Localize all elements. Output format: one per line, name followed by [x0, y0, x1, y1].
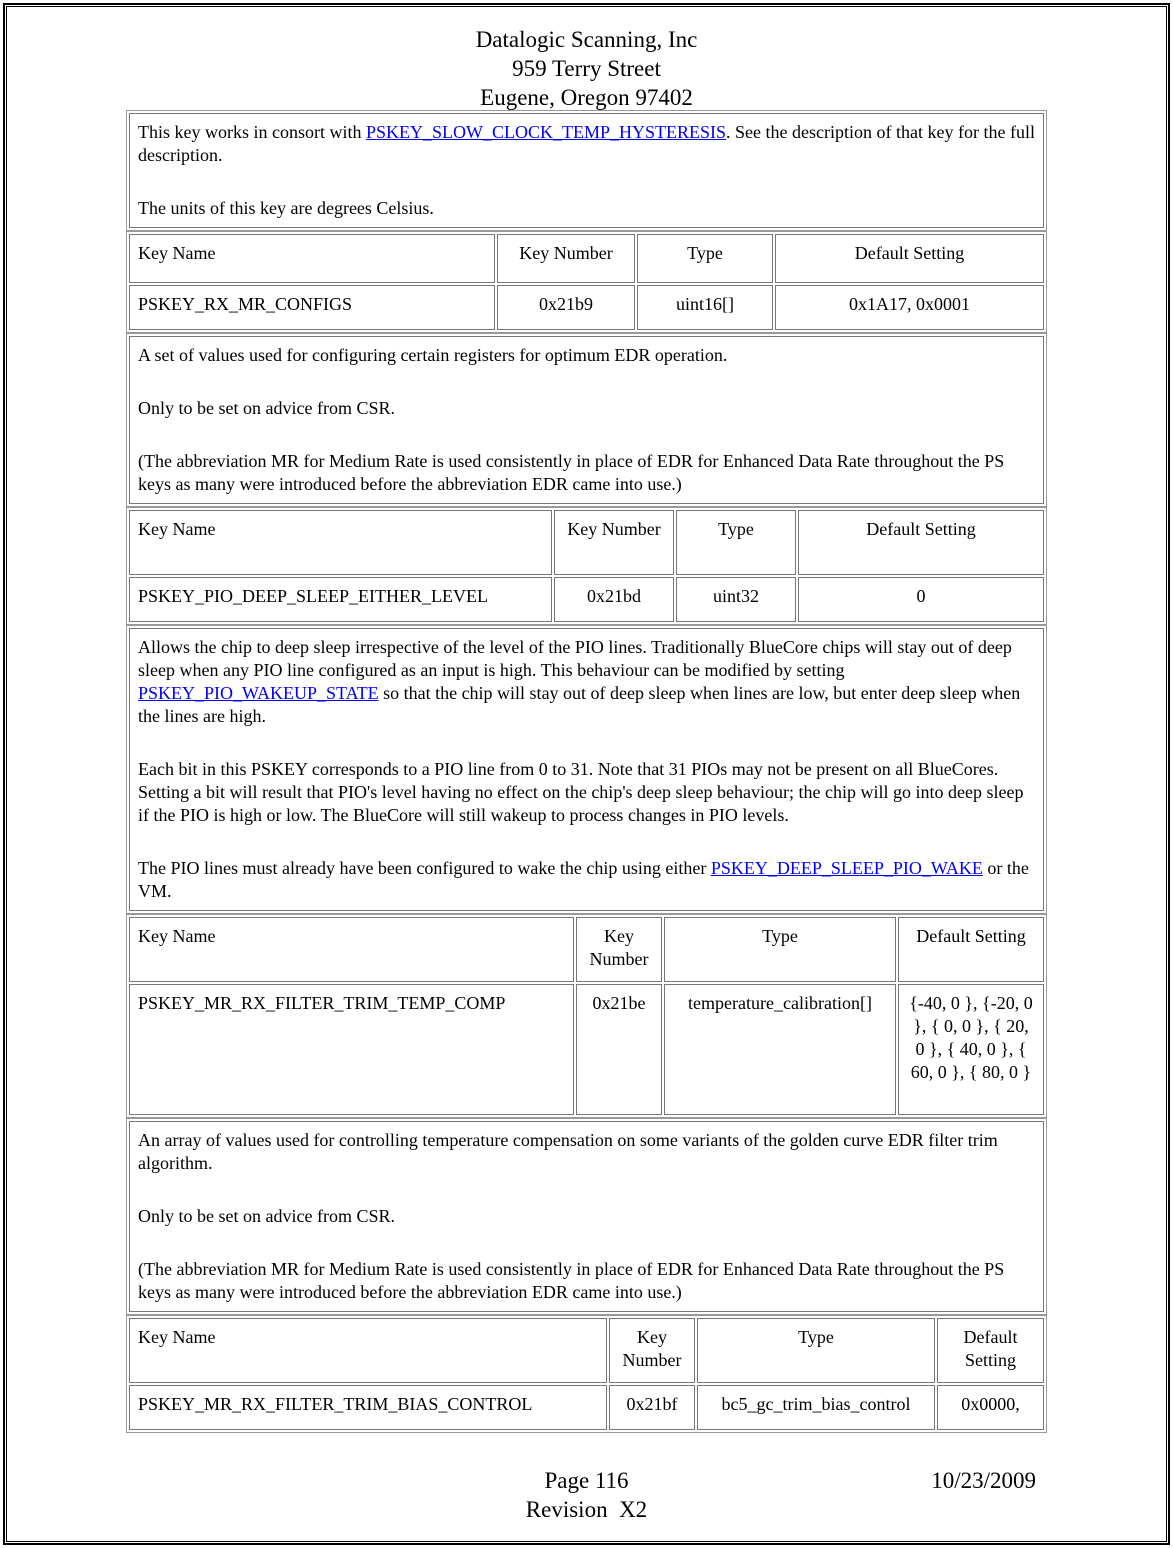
type-value: uint32	[676, 577, 796, 622]
key-number-value: 0x21bd	[554, 577, 674, 622]
col-type: Type	[697, 1318, 935, 1383]
intro-paragraph-2: The units of this key are degrees Celsius.	[138, 198, 434, 218]
col-type: Type	[664, 917, 896, 982]
col-key-name: Key Name	[129, 1318, 607, 1383]
description-paragraph: (The abbreviation MR for Medium Rate is used consistently in place of EDR for Enhanced Data Rate throughout the PS keys as many were introduced before the abbreviation EDR came into use.)	[138, 1259, 1005, 1302]
table-row	[129, 1385, 1044, 1430]
description-paragraph: (The abbreviation MR for Medium Rate is used consistently in place of EDR for Enhanced Data Rate throughout the PS keys as many were introduced before the abbreviation EDR came into use.)	[138, 451, 1005, 494]
footer-date: 10/23/2009	[931, 1468, 1036, 1493]
link-deep-sleep-pio-wake[interactable]: PSKEY_DEEP_SLEEP_PIO_WAKE	[710, 858, 983, 878]
description-paragraph: Each bit in this PSKEY corresponds to a PIO line from 0 to 31. Note that 31 PIOs may not be present on all BlueCores. Setting a bit will result that PIO's level having no effect on the chip's deep sleep behaviour; the chip will go into deep sleep if the PIO is high or low. The BlueCore will still wakeup to process changes in PIO levels.	[138, 759, 1024, 825]
key-description-cell	[129, 1121, 1044, 1312]
link-pio-wakeup-state[interactable]: PSKEY_PIO_WAKEUP_STATE	[138, 683, 379, 703]
key-table-rx-mr-configs	[126, 231, 1047, 333]
key-table-mr-rx-filter-trim-temp-comp	[126, 914, 1047, 1118]
key-table-mr-rx-filter-trim-bias-control	[126, 1315, 1047, 1433]
col-key-name: Key Name	[129, 510, 552, 575]
key-name-value: PSKEY_MR_RX_FILTER_TRIM_TEMP_COMP	[129, 984, 574, 1115]
type-value: temperature_calibration[]	[664, 984, 896, 1115]
default-setting-value: 0	[798, 577, 1044, 622]
col-key-name: Key Name	[129, 234, 495, 283]
key-description-rx-mr-configs	[126, 333, 1047, 507]
col-key-number: Key Number	[609, 1318, 695, 1383]
key-name-value: PSKEY_MR_RX_FILTER_TRIM_BIAS_CONTROL	[129, 1385, 607, 1430]
intro-text-before: This key works in consort with	[138, 122, 366, 142]
description-paragraph: Only to be set on advice from CSR.	[138, 1206, 395, 1226]
col-default-setting: Default Setting	[898, 917, 1044, 982]
key-number-value: 0x21b9	[497, 285, 635, 330]
col-key-name: Key Name	[129, 917, 574, 982]
default-setting-value: {-40, 0 }, {-20, 0 }, { 0, 0 }, { 20, 0 }, { 40, 0 }, { 60, 0 }, { 80, 0 }	[898, 984, 1044, 1115]
table-header-row	[129, 917, 1044, 982]
document-content	[126, 110, 1047, 1433]
header-company: Datalogic Scanning, Inc	[475, 27, 698, 52]
description-text: so that the chip will stay out of deep sleep when lines are low, but enter deep sleep when the lines are high.	[138, 683, 1021, 726]
table-header-row	[129, 1318, 1044, 1383]
footer-page-number: Page 116	[544, 1468, 629, 1493]
header-city: Eugene, Oregon 97402	[480, 85, 693, 110]
col-key-number: Key Number	[554, 510, 674, 575]
description-paragraph	[138, 857, 1035, 903]
col-default-setting: Default Setting	[798, 510, 1044, 575]
key-description-pio-deep-sleep-either-level	[126, 625, 1047, 914]
description-text: The PIO lines must already have been configured to wake the chip using either	[138, 858, 711, 878]
table-header-row	[129, 234, 1044, 283]
intro-paragraph-1	[138, 121, 1035, 167]
description-paragraph: An array of values used for controlling temperature compensation on some variants of the golden curve EDR filter trim algorithm.	[138, 1130, 998, 1173]
key-description-cell	[129, 336, 1044, 504]
page-header	[0, 25, 1173, 112]
col-type: Type	[637, 234, 773, 283]
key-name-value: PSKEY_PIO_DEEP_SLEEP_EITHER_LEVEL	[129, 577, 552, 622]
intro-description-table	[126, 110, 1047, 231]
link-slow-clock-temp-hysteresis[interactable]: PSKEY_SLOW_CLOCK_TEMP_HYSTERESIS	[365, 122, 727, 142]
table-row	[129, 984, 1044, 1115]
type-value: bc5_gc_trim_bias_control	[697, 1385, 935, 1430]
intro-text-after: . See the description of that key for the full description.	[138, 122, 1035, 165]
col-type: Type	[676, 510, 796, 575]
default-setting-value: 0x1A17, 0x0001	[775, 285, 1044, 330]
col-key-number: Key Number	[576, 917, 662, 982]
key-number-value: 0x21be	[576, 984, 662, 1115]
intro-description-cell	[129, 113, 1044, 228]
description-paragraph: Only to be set on advice from CSR.	[138, 398, 395, 418]
key-table-pio-deep-sleep-either-level	[126, 507, 1047, 625]
description-text: Allows the chip to deep sleep irrespective of the level of the PIO lines. Traditionally BlueCore chips will stay out of deep sleep when any PIO line configured as an input is high. This behaviour can be modified by setting	[138, 637, 1012, 680]
header-street: 959 Terry Street	[512, 56, 661, 81]
col-default-setting: Default Setting	[775, 234, 1044, 283]
col-key-number: Key Number	[497, 234, 635, 283]
key-description-cell	[129, 628, 1044, 911]
default-setting-value: 0x0000,	[937, 1385, 1044, 1430]
footer-revision: Revision X2	[525, 1497, 648, 1522]
key-number-value: 0x21bf	[609, 1385, 695, 1430]
table-row	[129, 285, 1044, 330]
key-description-mr-rx-filter-trim-temp-comp	[126, 1118, 1047, 1315]
col-default-setting: Default Setting	[937, 1318, 1044, 1383]
type-value: uint16[]	[637, 285, 773, 330]
key-name-value: PSKEY_RX_MR_CONFIGS	[129, 285, 495, 330]
description-text: or the VM.	[138, 858, 1029, 901]
description-paragraph	[138, 636, 1035, 728]
description-paragraph: A set of values used for configuring certain registers for optimum EDR operation.	[138, 345, 728, 365]
table-header-row	[129, 510, 1044, 575]
table-row	[129, 577, 1044, 622]
